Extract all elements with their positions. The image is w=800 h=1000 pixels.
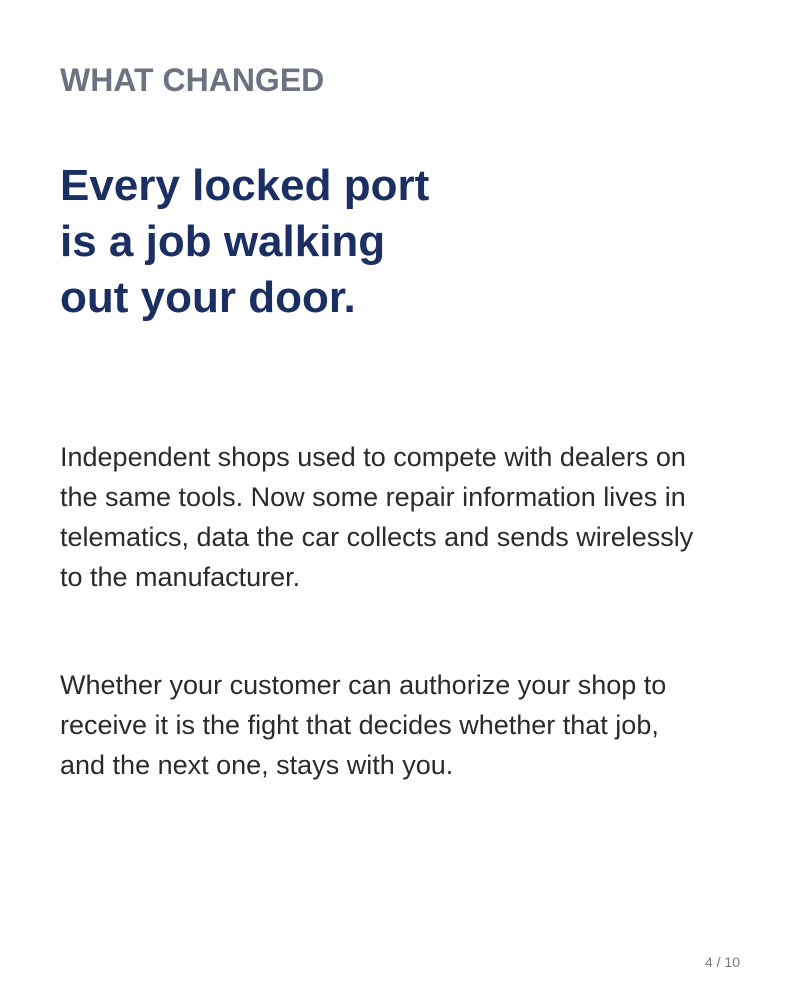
- headline-line: is a job walking: [60, 217, 386, 266]
- headline-line: Every locked port: [60, 161, 430, 210]
- body-paragraph-2: [60, 665, 740, 785]
- paragraph-line: to the manufacturer.: [60, 562, 301, 592]
- section-kicker: WHAT CHANGED: [60, 62, 325, 98]
- paragraph-line: and the next one, stays with you.: [60, 750, 454, 780]
- paragraph-line: Independent shops used to compete with dealers on: [60, 442, 686, 472]
- body-paragraph-1: [60, 437, 740, 597]
- paragraph-line: telematics, data the car collects and sends wirelessly: [60, 522, 694, 552]
- paragraph-line: the same tools. Now some repair information lives in: [60, 482, 686, 512]
- paragraph-line: receive it is the fight that decides whether that job,: [60, 710, 659, 740]
- headline-line: out your door.: [60, 273, 356, 322]
- page-indicator: 4 / 10: [704, 954, 740, 970]
- slide-headline: [60, 158, 740, 326]
- paragraph-line: Whether your customer can authorize your shop to: [60, 670, 667, 700]
